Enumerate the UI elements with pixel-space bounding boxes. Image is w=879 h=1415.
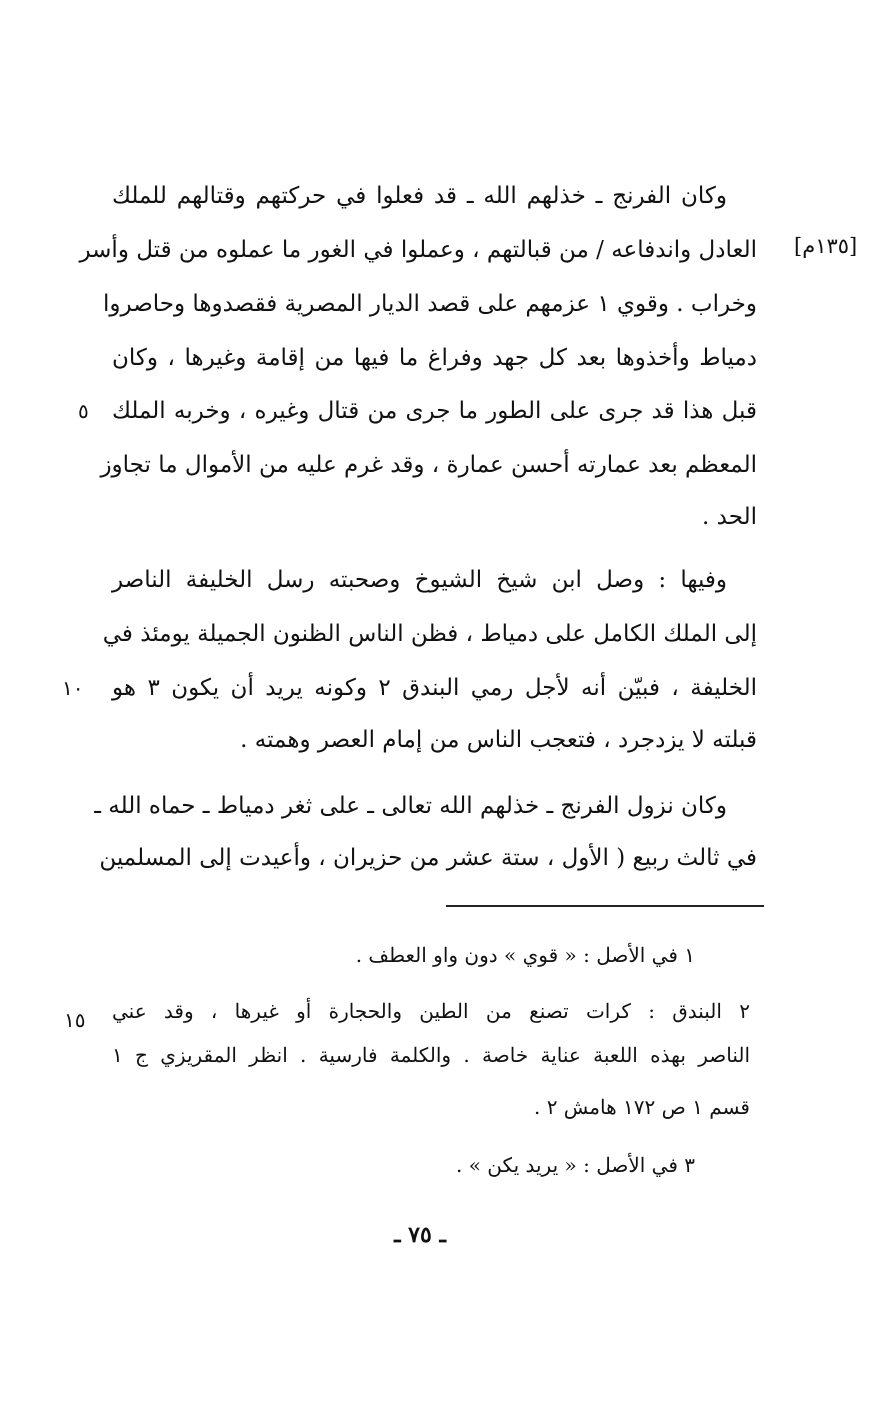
- footnote-2-line: ٢ البندق : كرات تصنع من الطين والحجارة أو غيرها ، وقد عني: [112, 999, 750, 1023]
- line-number: ١٠: [62, 676, 84, 700]
- footnote-1: ١ في الأصل : « قوي » دون واو العطف .: [355, 943, 695, 967]
- line-number: ٥: [78, 399, 89, 423]
- text-line: في ثالث ربيع ( الأول ، ستة عشر من حزيران ، وأعيدت إلى المسلمين: [99, 845, 757, 871]
- footnote-2-line: قسم ١ ص ١٧٢ هامش ٢ .: [533, 1095, 750, 1119]
- text-line: قبل هذا قد جرى على الطور ما جرى من قتال وغيره ، وخربه الملك: [112, 398, 757, 424]
- footnote-rule: [446, 905, 764, 907]
- text-line: العادل واندفاعه / من قبالتهم ، وعملوا في الغور ما عملوه من قتل وأسر: [79, 237, 757, 263]
- text-line: وخراب . وقوي ١ عزمهم على قصد الديار المصرية فقصدوها وحاصروا: [103, 291, 757, 317]
- text-line: وكان الفرنج ـ خذلهم الله ـ قد فعلوا في حركتهم وقتالهم للملك: [112, 183, 727, 209]
- page-number: ـ ٧٥ ـ: [394, 1222, 446, 1248]
- text-line: الحد .: [702, 504, 757, 530]
- folio-marker: [١٣٥م]: [794, 234, 858, 258]
- text-line: وكان نزول الفرنج ـ خذلهم الله تعالى ـ على ثغر دمياط ـ حماه الله ـ: [94, 793, 727, 819]
- line-number: ١٥: [64, 1008, 86, 1032]
- footnote-3: ٣ في الأصل : « يريد يكن » .: [455, 1153, 695, 1177]
- text-line: إلى الملك الكامل على دمياط ، فظن الناس الظنون الجميلة يومئذ في: [102, 621, 757, 647]
- text-line: المعظم بعد عمارته أحسن عمارة ، وقد غرم عليه من الأموال ما تجاوز: [100, 452, 757, 478]
- text-line: قبلته لا يزدجرد ، فتعجب الناس من إمام العصر وهمته .: [240, 727, 757, 753]
- text-line: وفيها : وصل ابن شيخ الشيوخ وصحبته رسل الخليفة الناصر: [112, 567, 727, 593]
- footnote-2-line: الناصر بهذه اللعبة عناية خاصة . والكلمة فارسية . انظر المقريزي ج ١: [112, 1043, 750, 1067]
- text-line: دمياط وأخذوها بعد كل جهد وفراغ ما فيها من إقامة وغيرها ، وكان: [112, 345, 757, 371]
- text-line: الخليفة ، فبيّن أنه لأجل رمي البندق ٢ وكونه يريد أن يكون ٣ هو: [112, 675, 758, 701]
